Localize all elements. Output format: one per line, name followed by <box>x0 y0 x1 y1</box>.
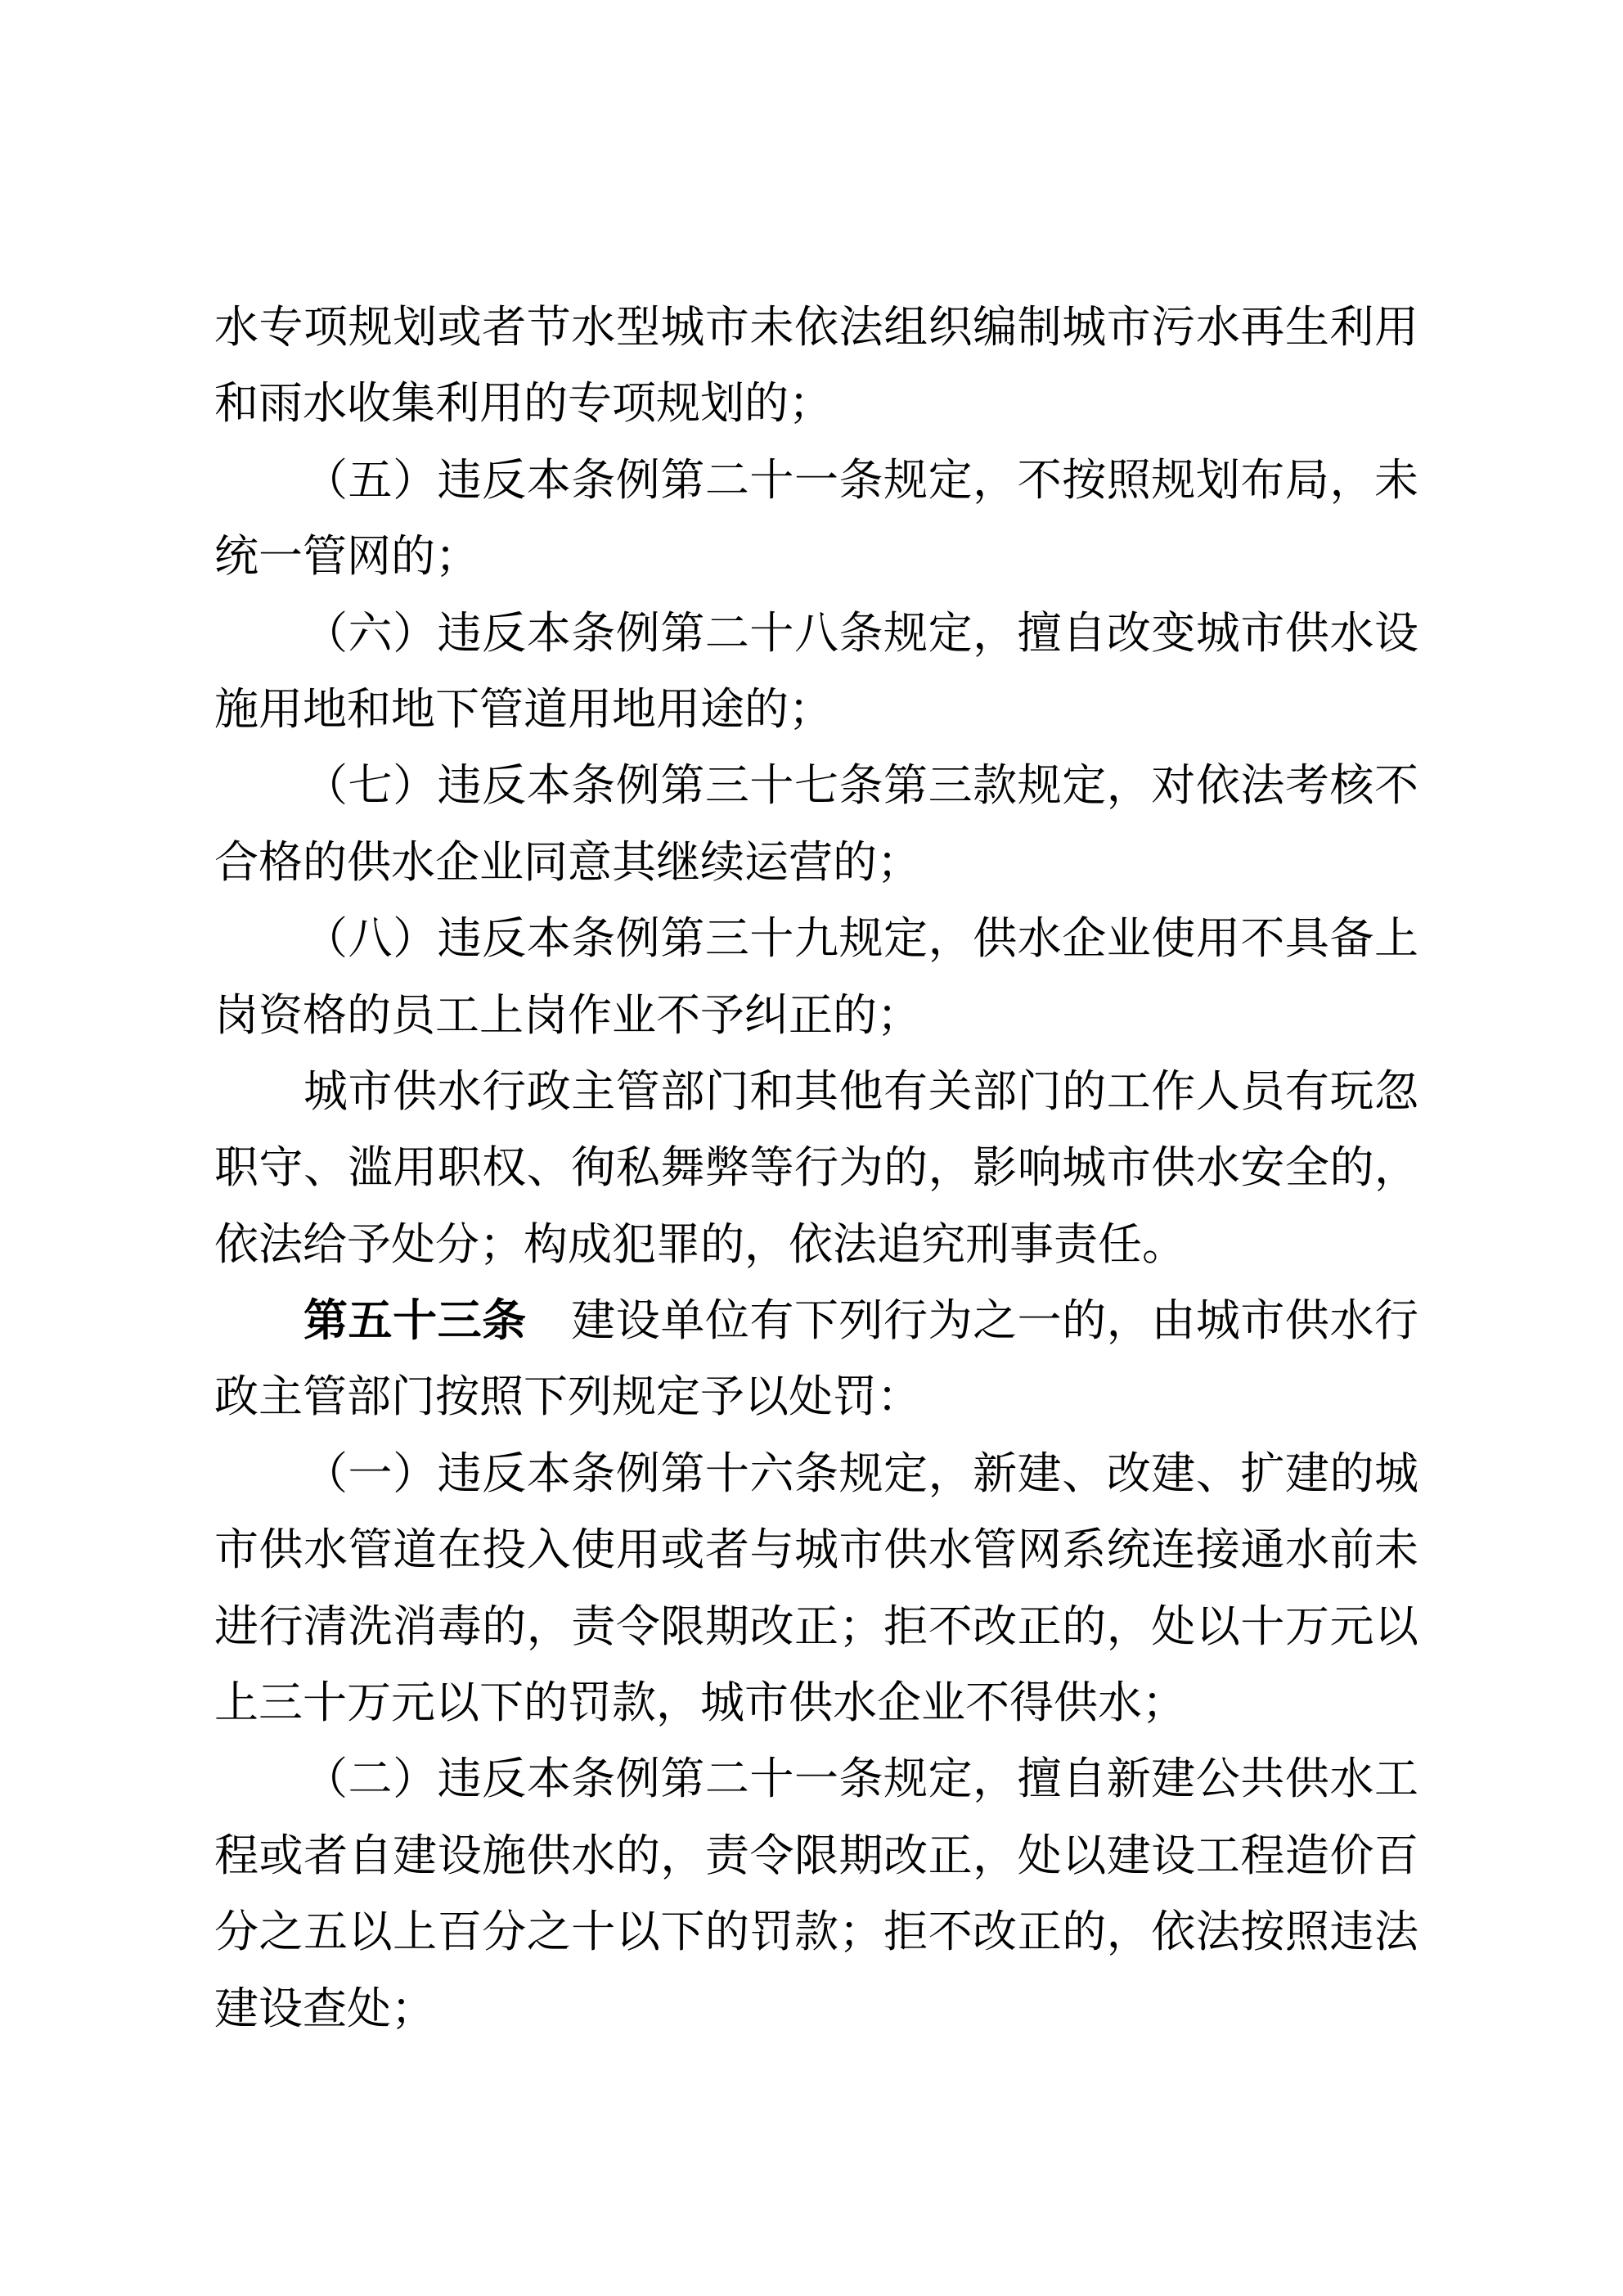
line-text: 建设查处； <box>214 1983 435 2033</box>
line-text: 上三十万元以下的罚款，城市供水企业不得供水； <box>214 1678 1186 1728</box>
line-text: （八）违反本条例第三十九规定，供水企业使用不具备上 <box>303 914 1418 964</box>
line-text: 合格的供水企业同意其继续运营的； <box>214 837 921 887</box>
text-line <box>214 596 1418 672</box>
text-line <box>214 1589 1418 1665</box>
text-line <box>214 901 1418 977</box>
text-line <box>214 443 1418 519</box>
line-text: 城市供水行政主管部门和其他有关部门的工作人员有玩忽 <box>303 1066 1418 1116</box>
text-line <box>214 1207 1418 1283</box>
line-text: （五）违反本条例第二十一条规定，不按照规划布局，未 <box>303 455 1418 505</box>
text-line <box>214 672 1418 748</box>
line-text: 分之五以上百分之十以下的罚款；拒不改正的，依法按照违法 <box>214 1907 1418 1957</box>
line-text: 施用地和地下管道用地用途的； <box>214 684 833 734</box>
text-line <box>214 1130 1418 1206</box>
text-line <box>214 978 1418 1054</box>
line-text: （六）违反本条例第二十八条规定，擅自改变城市供水设 <box>303 608 1418 658</box>
line-text: 岗资格的员工上岗作业不予纠正的； <box>214 990 921 1040</box>
line-text: 进行清洗消毒的，责令限期改正；拒不改正的，处以十万元以 <box>214 1601 1418 1651</box>
text-line <box>214 366 1418 442</box>
line-text: 职守、滥用职权、徇私舞弊等行为的，影响城市供水安全的， <box>214 1143 1418 1193</box>
article-number: 第五十三条 <box>303 1296 527 1346</box>
line-text: 建设单位有下列行为之一的，由城市供水行 <box>526 1296 1419 1346</box>
text-line <box>214 1054 1418 1130</box>
text-line <box>214 290 1418 366</box>
text-line <box>214 1818 1418 1894</box>
text-line <box>214 825 1418 901</box>
text-line <box>214 1359 1418 1435</box>
line-text: （二）违反本条例第二十一条规定，擅自新建公共供水工 <box>303 1754 1418 1804</box>
text-line <box>214 1436 1418 1512</box>
line-text: （一）违反本条例第十六条规定，新建、改建、扩建的城 <box>303 1448 1418 1498</box>
text-line <box>214 1512 1418 1588</box>
line-text: 政主管部门按照下列规定予以处罚： <box>214 1372 921 1422</box>
line-text: 统一管网的； <box>214 532 479 582</box>
text-line <box>214 1283 1418 1359</box>
text-line <box>214 1665 1418 1741</box>
text-line <box>214 1741 1418 1817</box>
text-line <box>214 748 1418 824</box>
line-text: 程或者自建设施供水的，责令限期改正，处以建设工程造价百 <box>214 1830 1418 1880</box>
line-text: （七）违反本条例第三十七条第三款规定，对依法考核不 <box>303 761 1418 811</box>
text-line <box>214 519 1418 595</box>
line-text: 依法给予处分；构成犯罪的，依法追究刑事责任。 <box>214 1219 1186 1269</box>
text-line <box>214 1894 1418 1970</box>
document-body <box>214 290 1418 2047</box>
line-text: 和雨水收集利用的专项规划的； <box>214 379 833 429</box>
line-text: 市供水管道在投入使用或者与城市供水管网系统连接通水前未 <box>214 1525 1418 1575</box>
line-text: 水专项规划或者节水型城市未依法组织编制城市污水再生利用 <box>214 303 1418 352</box>
text-line <box>214 1971 1418 2047</box>
